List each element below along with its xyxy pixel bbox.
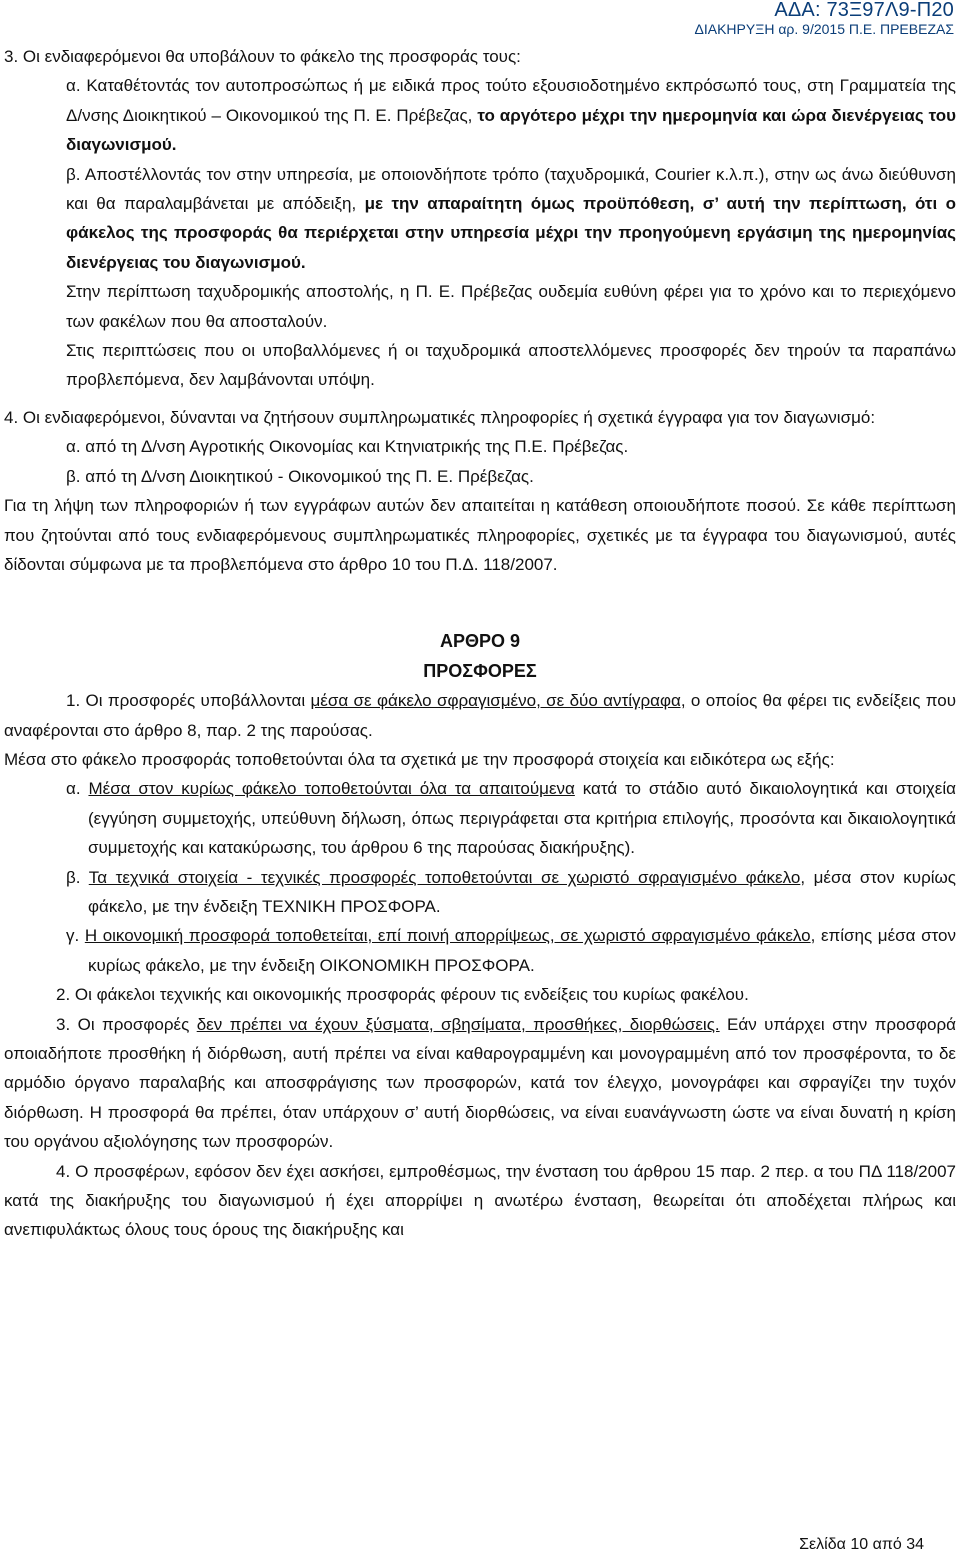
article-point-1-post: ο οποίος θα φέρει τις ενδείξεις που αναφέρονται στο άρθρο 8, παρ. 2 της παρούσας. (4, 691, 956, 740)
paragraph-4a: α. από τη Δ/νση Αγροτικής Οικονομίας και Κτηνιατρικής της Π.Ε. Πρέβεζας. (66, 437, 629, 457)
article-point-1b-underlined: Τα τεχνικά στοιχεία - τεχνικές προσφορές τοποθετούνται σε χωριστό σφραγισμένο φάκελο (88, 867, 801, 887)
paragraph-3b (4, 160, 956, 278)
article-number: ΑΡΘΡΟ 9 (439, 631, 521, 652)
article-point-1a-underlined: Μέσα στον κυρίως φάκελο τοποθετούνται όλα τα απαιτούμενα (88, 779, 575, 799)
paragraph-3c: Στην περίπτωση ταχυδρομικής αποστολής, η Π. Ε. Πρέβεζας ουδεμία ευθύνη φέρει για το χρόνο και το περιεχόμενο των φακέλων που θα αποσταλούν. (66, 282, 956, 331)
article-point-1b-label: β. (66, 867, 89, 887)
article-point-2: 2. Οι φάκελοι τεχνικής και οικονομικής προσφοράς φέρουν τις ενδείξεις του κυρίως φακέλου. (56, 985, 749, 1005)
article-point-3-text: 3. Οι προσφορές (56, 1014, 197, 1034)
paragraph-3d: Στις περιπτώσεις που οι υποβαλλόμενες ή οι ταχυδρομικά αποστελλόμενες προσφορές δεν τηρούν τα παραπάνω προβλεπόμενα, δεν λαμβάνονται υπόψη. (66, 341, 956, 390)
paragraph-3a (4, 71, 956, 159)
article-point-1a-post: κατά το στάδιο αυτό δικαιολογητικά και στοιχεία (εγγύηση συμμετοχής, υπεύθυνη δήλωση, όπως περιγράφεται στα κριτήρια επιλογής, προσόντα και δικαιολογητικά συμμετοχής και κατακύρωσης, του άρθρου 6 της παρούσας διακήρυξης). (88, 779, 956, 858)
article-point-1c-post: , επίσης μέσα στον κυρίως φάκελο, με την ένδειξη ΟΙΚΟΝΟΜΙΚΗ ΠΡΟΣΦΟΡΑ. (88, 926, 956, 975)
paragraph-3b-text: β. Αποστέλλοντάς τον στην υπηρεσία, με οποιονδήποτε τρόπο (ταχυδρομικά, Courier κ.λ.π.), στην ως άνω διεύθυνση και θα παραλαμβάνεται με απόδειξη, (66, 164, 956, 214)
article-point-1c-underlined: Η οικονομική προσφορά τοποθετείται, επί ποινή απορρίψεως, σε χωριστό σφραγισμένο φάκελο (84, 926, 811, 946)
article-point-1c (4, 921, 956, 980)
article-title: ΠΡΟΣΦΟΡΕΣ (423, 660, 537, 681)
article-point-1-underlined: μέσα σε φάκελο σφραγισμένο, σε δύο αντίγραφα, (310, 691, 686, 711)
article-point-3-post: Εάν υπάρχει στην προσφορά οποιαδήποτε προσθήκη ή διόρθωση, αυτή πρέπει να είναι καθαρογραμμένη και μονογραμμένη από τον προσφέροντα, το δε αρμόδιο όργανο παραλαβής και αποσφράγισης των προσφορών, κατά τον έλεγχο, μονογράφει και σφραγίζει την τυχόν διόρθωση. Η προσφορά θα πρέπει, όταν υπάρχουν σ’ αυτή διορθώσεις, να είναι ευανάγνωστη ώστε να είναι δυνατή η κρίση του οργάνου αξιολόγησης των προσφορών. (4, 1014, 956, 1152)
article-point-1-contents: Μέσα στο φάκελο προσφοράς τοποθετούνται όλα τα σχετικά με την προσφορά στοιχεία και ειδικότερα ως εξής: (4, 749, 835, 769)
article-point-1b-post: , μέσα στον κυρίως φάκελο, με την ένδειξη ΤΕΧΝΙΚΗ ΠΡΟΣΦΟΡΑ. (88, 867, 957, 916)
paragraph-3a-bold: το αργότερο μέχρι την ημερομηνία και ώρα διενέργειας του διαγωνισμού. (66, 105, 956, 155)
paragraph-4c: Για τη λήψη των πληροφοριών ή των εγγράφων αυτών δεν απαιτείται η κατάθεση οποιουδήποτε ποσού. Σε κάθε περίπτωση που ζητούνται από τους ενδιαφερόμενους συμπληρωματικές πληροφορίες, σχετικές με τα έγγραφα του διαγωνισμού, αυτές δίδονται σύμφωνα με τα προβλεπόμενα στο άρθρο 10 του Π.Δ. 118/2007. (4, 496, 956, 574)
page-number: Σελίδα 10 από 34 (799, 1536, 924, 1553)
ada-code: ΑΔΑ: 73Ξ97Λ9-Π20 (774, 0, 954, 21)
document-body (4, 42, 956, 1245)
document-header (695, 0, 954, 36)
paragraph-3b-bold: με την απαραίτητη όμως προϋπόθεση, σ’ αυτή την περίπτωση, ότι ο φάκελος της προσφοράς θα περιέρχεται στην υπηρεσία μέχρι την προηγούμενη εργάσιμη της ημερομηνίας διενέργειας του διαγωνισμού. (66, 194, 956, 272)
article-point-1 (4, 686, 956, 745)
article-point-1-text: 1. Οι προσφορές υποβάλλονται (66, 691, 311, 711)
article-point-1a-label: α. (66, 779, 89, 799)
article-point-1c-label: γ. (66, 926, 85, 946)
paragraph-3a-text: α. Καταθέτοντάς τον αυτοπροσώπως ή με ειδικά προς τούτο εξουσιοδοτημένο εκπρόσωπό τους, στη Γραμματεία της Δ/νσης Διοικητικού – Οικονομικού της Π. Ε. Πρέβεζας, (66, 76, 956, 125)
article-point-4: 4. Ο προσφέρων, εφόσον δεν έχει ασκήσει, εμπροθέσμως, την ένσταση του άρθρου 15 παρ. 2 περ. α του ΠΔ 118/2007 κατά της διακήρυξης του διαγωνισμού ή έχει απορρίψει η ανωτέρω ένσταση, θεωρείται ότι αποδέχεται πλήρως και ανεπιφυλάκτως όλους τους όρους της διακήρυξης και (4, 1161, 956, 1240)
declaration-number: ΔΙΑΚΗΡΥΞΗ αρ. 9/2015 Π.Ε. ΠΡΕΒΕΖΑΣ (694, 21, 954, 37)
paragraph-4b: β. από τη Δ/νση Διοικητικού - Οικονομικού της Π. Ε. Πρέβεζας. (66, 466, 534, 486)
article-point-1b (4, 863, 956, 922)
article-point-1a (4, 774, 956, 862)
article-point-3-underlined: δεν πρέπει να έχουν ξύσματα, σβησίματα, προσθήκες, διορθώσεις. (196, 1014, 720, 1034)
paragraph-3: 3. Οι ενδιαφερόμενοι θα υποβάλουν το φάκελο της προσφοράς τους: (4, 47, 521, 66)
article-point-3 (4, 1010, 956, 1157)
paragraph-4: 4. Οι ενδιαφερόμενοι, δύνανται να ζητήσουν συμπληρωματικές πληροφορίες ή σχετικά έγγραφα για τον διαγωνισμό: (4, 407, 876, 427)
